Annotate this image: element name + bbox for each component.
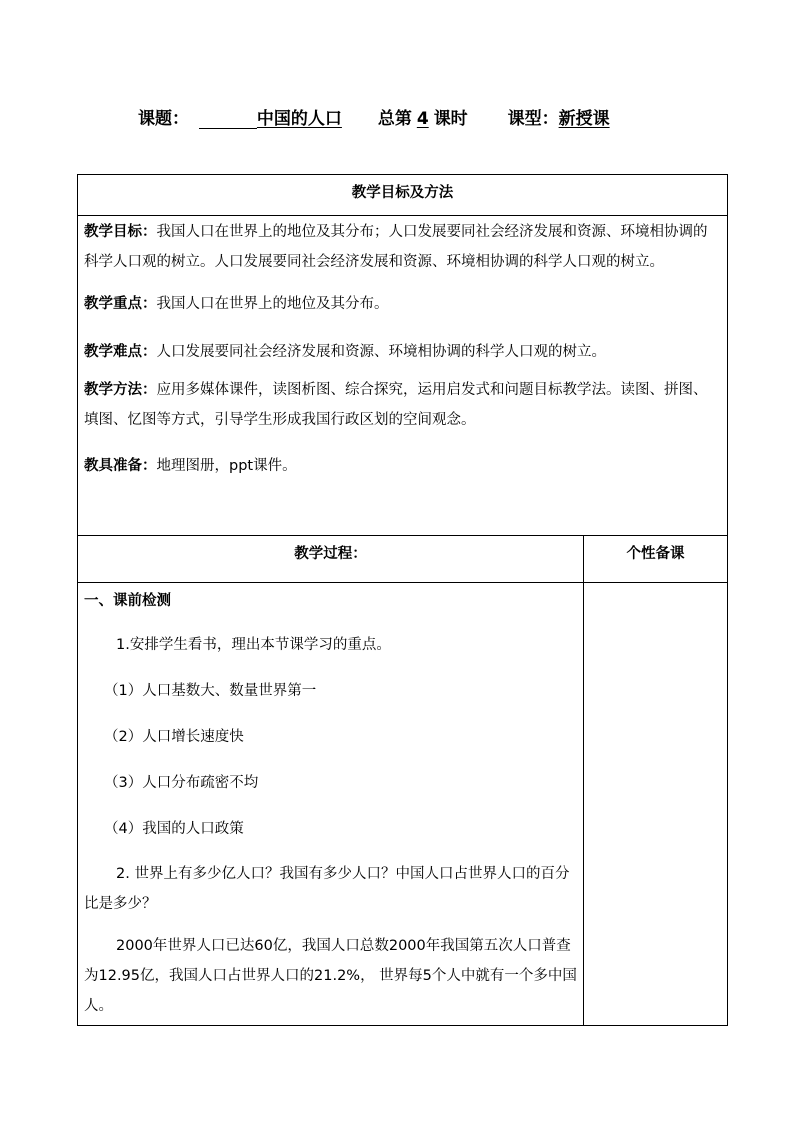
process-body — [78, 583, 584, 1026]
lesson-header — [138, 104, 678, 130]
tools-text: 地理图册，ppt课件。 — [156, 458, 297, 474]
difficult-text: 人口发展要同社会经济发展和资源、环境相协调的科学人口观的树立。 — [156, 344, 606, 360]
list-item: （1）人口基数大、数量世界第一 — [104, 683, 317, 699]
tools-label: 教具准备： — [84, 458, 157, 474]
lesson-plan-table — [77, 174, 728, 1026]
objectives-text: 我国人口在世界上的地位及其分布；人口发展要同社会经济发展和资源、环境相协调的科学人口观的树立。人口发展要同社会经济发展和资源、环境相协调的科学人口观的树立。 — [84, 224, 708, 270]
type-value: 新授课 — [558, 109, 610, 129]
period-suffix: 课时 — [433, 109, 468, 129]
method-text: 应用多媒体课件，读图析图、综合探究，运用启发式和问题目标教学法。读图、拼图、填图、忆图等方式，引导学生形成我国行政区划的空间观念。 — [84, 382, 708, 428]
period-value: 4 — [416, 109, 429, 129]
list-item: （2）人口增长速度快 — [104, 729, 244, 745]
objectives-label: 教学目标： — [84, 224, 157, 240]
section1-title: 一、课前检测 — [84, 593, 171, 609]
type-label: 课型： — [507, 109, 559, 129]
list-item: （3）人口分布疏密不均 — [104, 775, 259, 791]
goals-title: 教学目标及方法 — [78, 175, 728, 216]
topic-blank — [199, 110, 257, 129]
method-label: 教学方法： — [84, 382, 157, 398]
topic-value: 中国的人口 — [256, 109, 342, 129]
period-prefix: 总第 — [377, 109, 412, 129]
difficult-label: 教学难点： — [84, 344, 157, 360]
list-item: 1.安排学生看书，理出本节课学习的重点。 — [116, 637, 391, 653]
question-text: 2. 世界上有多少亿人口？我国有多少人口？中国人口占世界人口的百分比是多少？ — [84, 866, 570, 912]
answer-text: 2000年世界人口已达60亿，我国人口总数2000年我国第五次人口普查为12.95亿，我国人口占世界人口的21.2%， 世界每5个人中就有一个多中国人。 — [84, 938, 577, 1014]
process-header: 教学过程： — [78, 536, 584, 583]
list-item: （4）我国的人口政策 — [104, 821, 244, 837]
topic-label: 课题： — [138, 109, 189, 129]
key-text: 我国人口在世界上的地位及其分布。 — [156, 296, 389, 312]
goals-cell — [78, 216, 728, 536]
key-label: 教学重点： — [84, 296, 157, 312]
side-notes-header: 个性备课 — [584, 536, 728, 583]
side-notes-cell — [584, 583, 728, 1026]
